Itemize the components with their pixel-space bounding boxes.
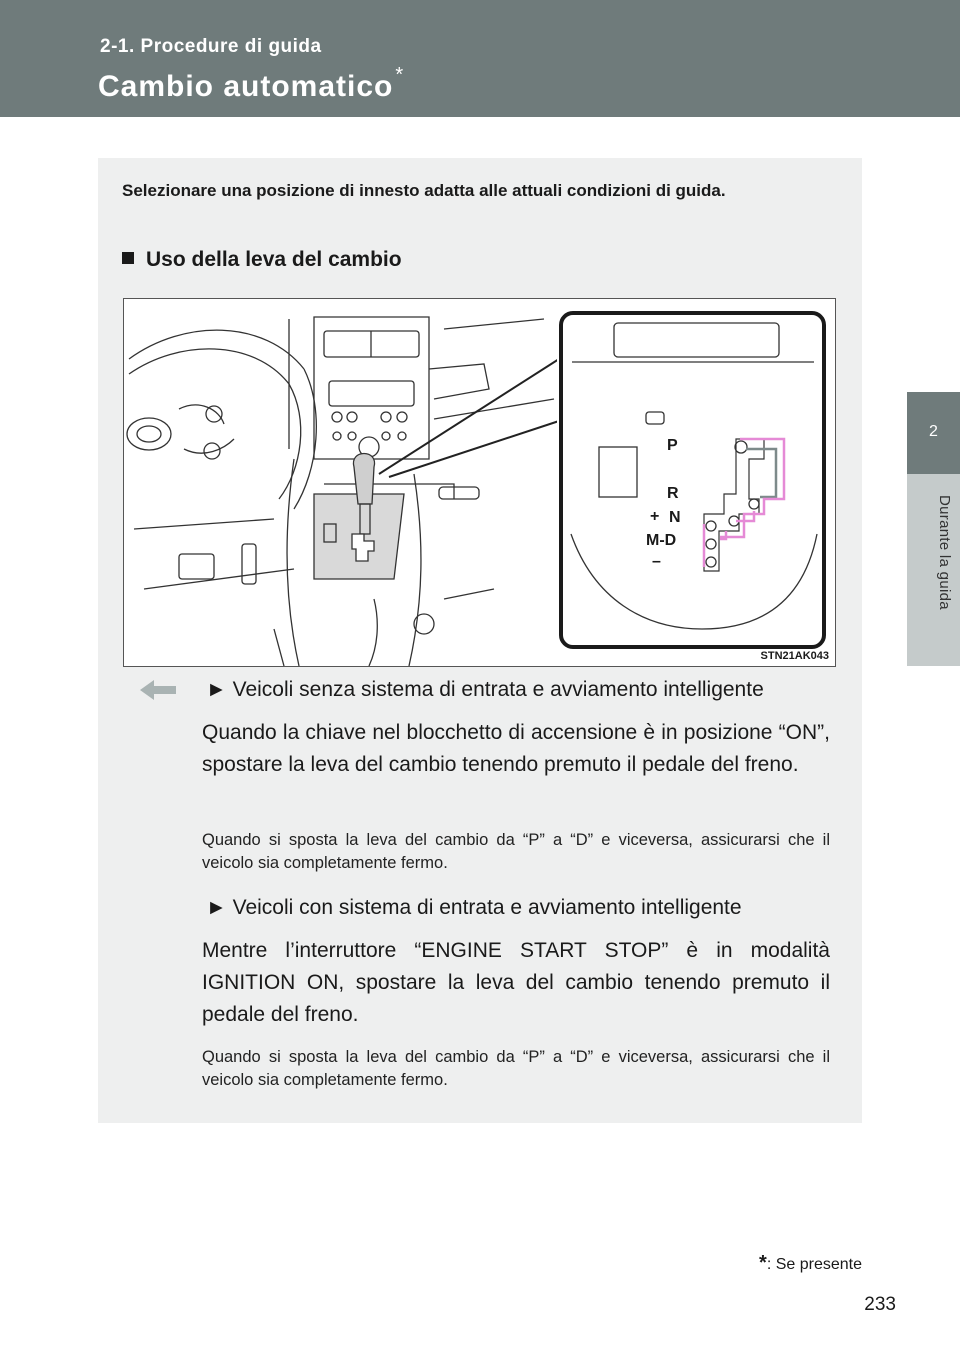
gate-label-n: N xyxy=(669,509,681,526)
page-title-text: Cambio automatico xyxy=(98,70,394,103)
variant-heading-1: ► Veicoli senza sistema di entrata e avviamento intelligente xyxy=(206,678,764,701)
title-footnote-mark: * xyxy=(395,64,405,86)
chapter-number: 2 xyxy=(929,423,938,440)
footnote-mark: * xyxy=(759,1252,767,1274)
gate-label-minus: – xyxy=(652,553,661,570)
figure-code: STN21AK043 xyxy=(760,650,829,662)
variant-text-1: Quando la chiave nel blocchetto di accensione è in posizione “ON”, spostare la leva del cambio tenendo premuto il pedale del freno. xyxy=(202,721,830,776)
gate-label-plus: + xyxy=(650,508,660,525)
subheading xyxy=(122,248,402,272)
chapter-title: Durante la guida xyxy=(936,495,953,610)
dashboard-illustration xyxy=(124,299,835,666)
page-number: 233 xyxy=(864,1294,896,1315)
variant-note-2: Quando si sposta la leva del cambio da “P” a “D” e viceversa, assicurarsi che il veicolo sia completamente fermo. xyxy=(202,1048,830,1089)
bullet-square-icon xyxy=(122,252,134,264)
left-arrow-icon xyxy=(140,678,176,702)
footnote xyxy=(759,1252,862,1275)
section-label: 2-1. Procedure di guida xyxy=(100,36,322,57)
gate-label-p: P xyxy=(667,437,678,454)
variant-text-2: Mentre l’interruttore “ENGINE START STOP” è in modalità IGNITION ON, spostare la leva del cambio tenendo premuto il pedale del freno. xyxy=(202,939,830,1026)
variant-heading-2: ► Veicoli con sistema di entrata e avviamento intelligente xyxy=(206,896,742,919)
footnote-text: : Se presente xyxy=(766,1256,862,1273)
gate-label-md: M-D xyxy=(646,532,677,549)
gear-lever-figure xyxy=(123,298,836,667)
variant-note-1: Quando si sposta la leva del cambio da “P” a “D” e viceversa, assicurarsi che il veicolo sia completamente fermo. xyxy=(202,831,830,872)
intro-text: Selezionare una posizione di innesto adatta alle attuali condizioni di guida. xyxy=(122,181,726,200)
subheading-text: Uso della leva del cambio xyxy=(146,248,402,271)
gate-label-r: R xyxy=(667,485,679,502)
page-header xyxy=(0,0,960,117)
page-title xyxy=(98,64,405,104)
